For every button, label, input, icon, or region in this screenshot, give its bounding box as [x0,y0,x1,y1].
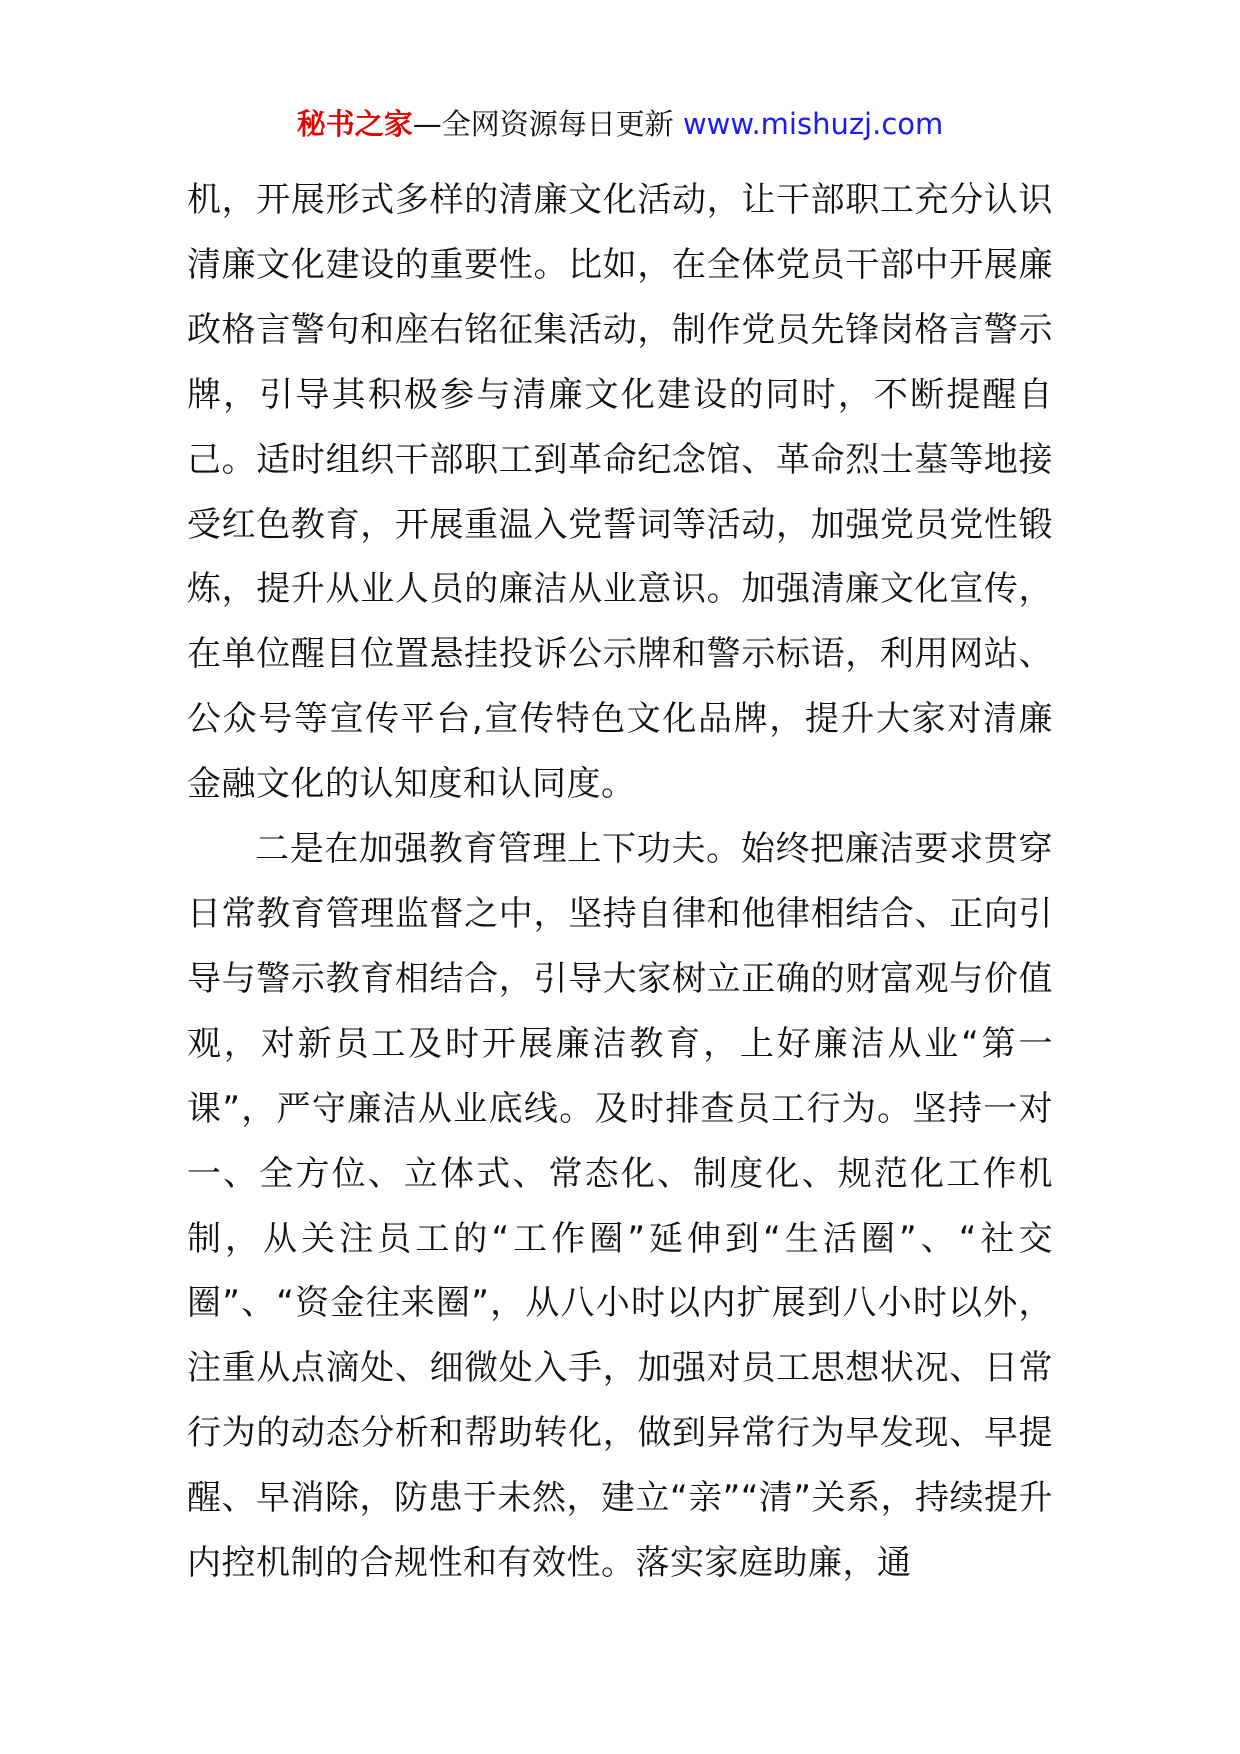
body-paragraph-1: 机，开展形式多样的清廉文化活动，让干部职工充分认识清廉文化建设的重要性。比如，在全体党员干部中开展廉政格言警句和座右铭征集活动，制作党员先锋岗格言警示牌，引导其积极参与清廉文化建设的同时，不断提醒自己。适时组织干部职工到革命纪念馆、革命烈士墓等地接受红色教育，开展重温入党誓词等活动，加强党员党性锻炼，提升从业人员的廉洁从业意识。加强清廉文化宣传，在单位醒目位置悬挂投诉公示牌和警示标语，利用网站、公众号等宣传平台,宣传特色文化品牌，提升大家对清廉金融文化的认知度和认同度。 [187,180,1053,805]
document-body [187,168,1053,1596]
header-tagline: —全网资源每日更新 [412,107,683,141]
body-paragraph-2: 二是在加强教育管理上下功夫。始终把廉洁要求贯穿日常教育管理监督之中，坚持自律和他律相结合、正向引导与警示教育相结合，引导大家树立正确的财富观与价值观，对新员工及时开展廉洁教育，上好廉洁从业“第一课”，严守廉洁从业底线。及时排查员工行为。坚持一对一、全方位、立体式、常态化、制度化、规范化工作机制，从关注员工的“工作圈”延伸到“生活圈”、“社交圈”、“资金往来圈”，从八小时以内扩展到八小时以外，注重从点滴处、细微处入手，加强对员工思想状况、日常行为的动态分析和帮助转化，做到异常行为早发现、早提醒、早消除，防患于未然，建立“亲”“清”关系，持续提升内控机制的合规性和有效性。落实家庭助廉，通 [187,829,1053,1584]
header-brand: 秘书之家 [296,107,413,141]
header-url-link[interactable]: www.mishuzj.com [682,107,944,141]
page-header [0,104,1240,144]
